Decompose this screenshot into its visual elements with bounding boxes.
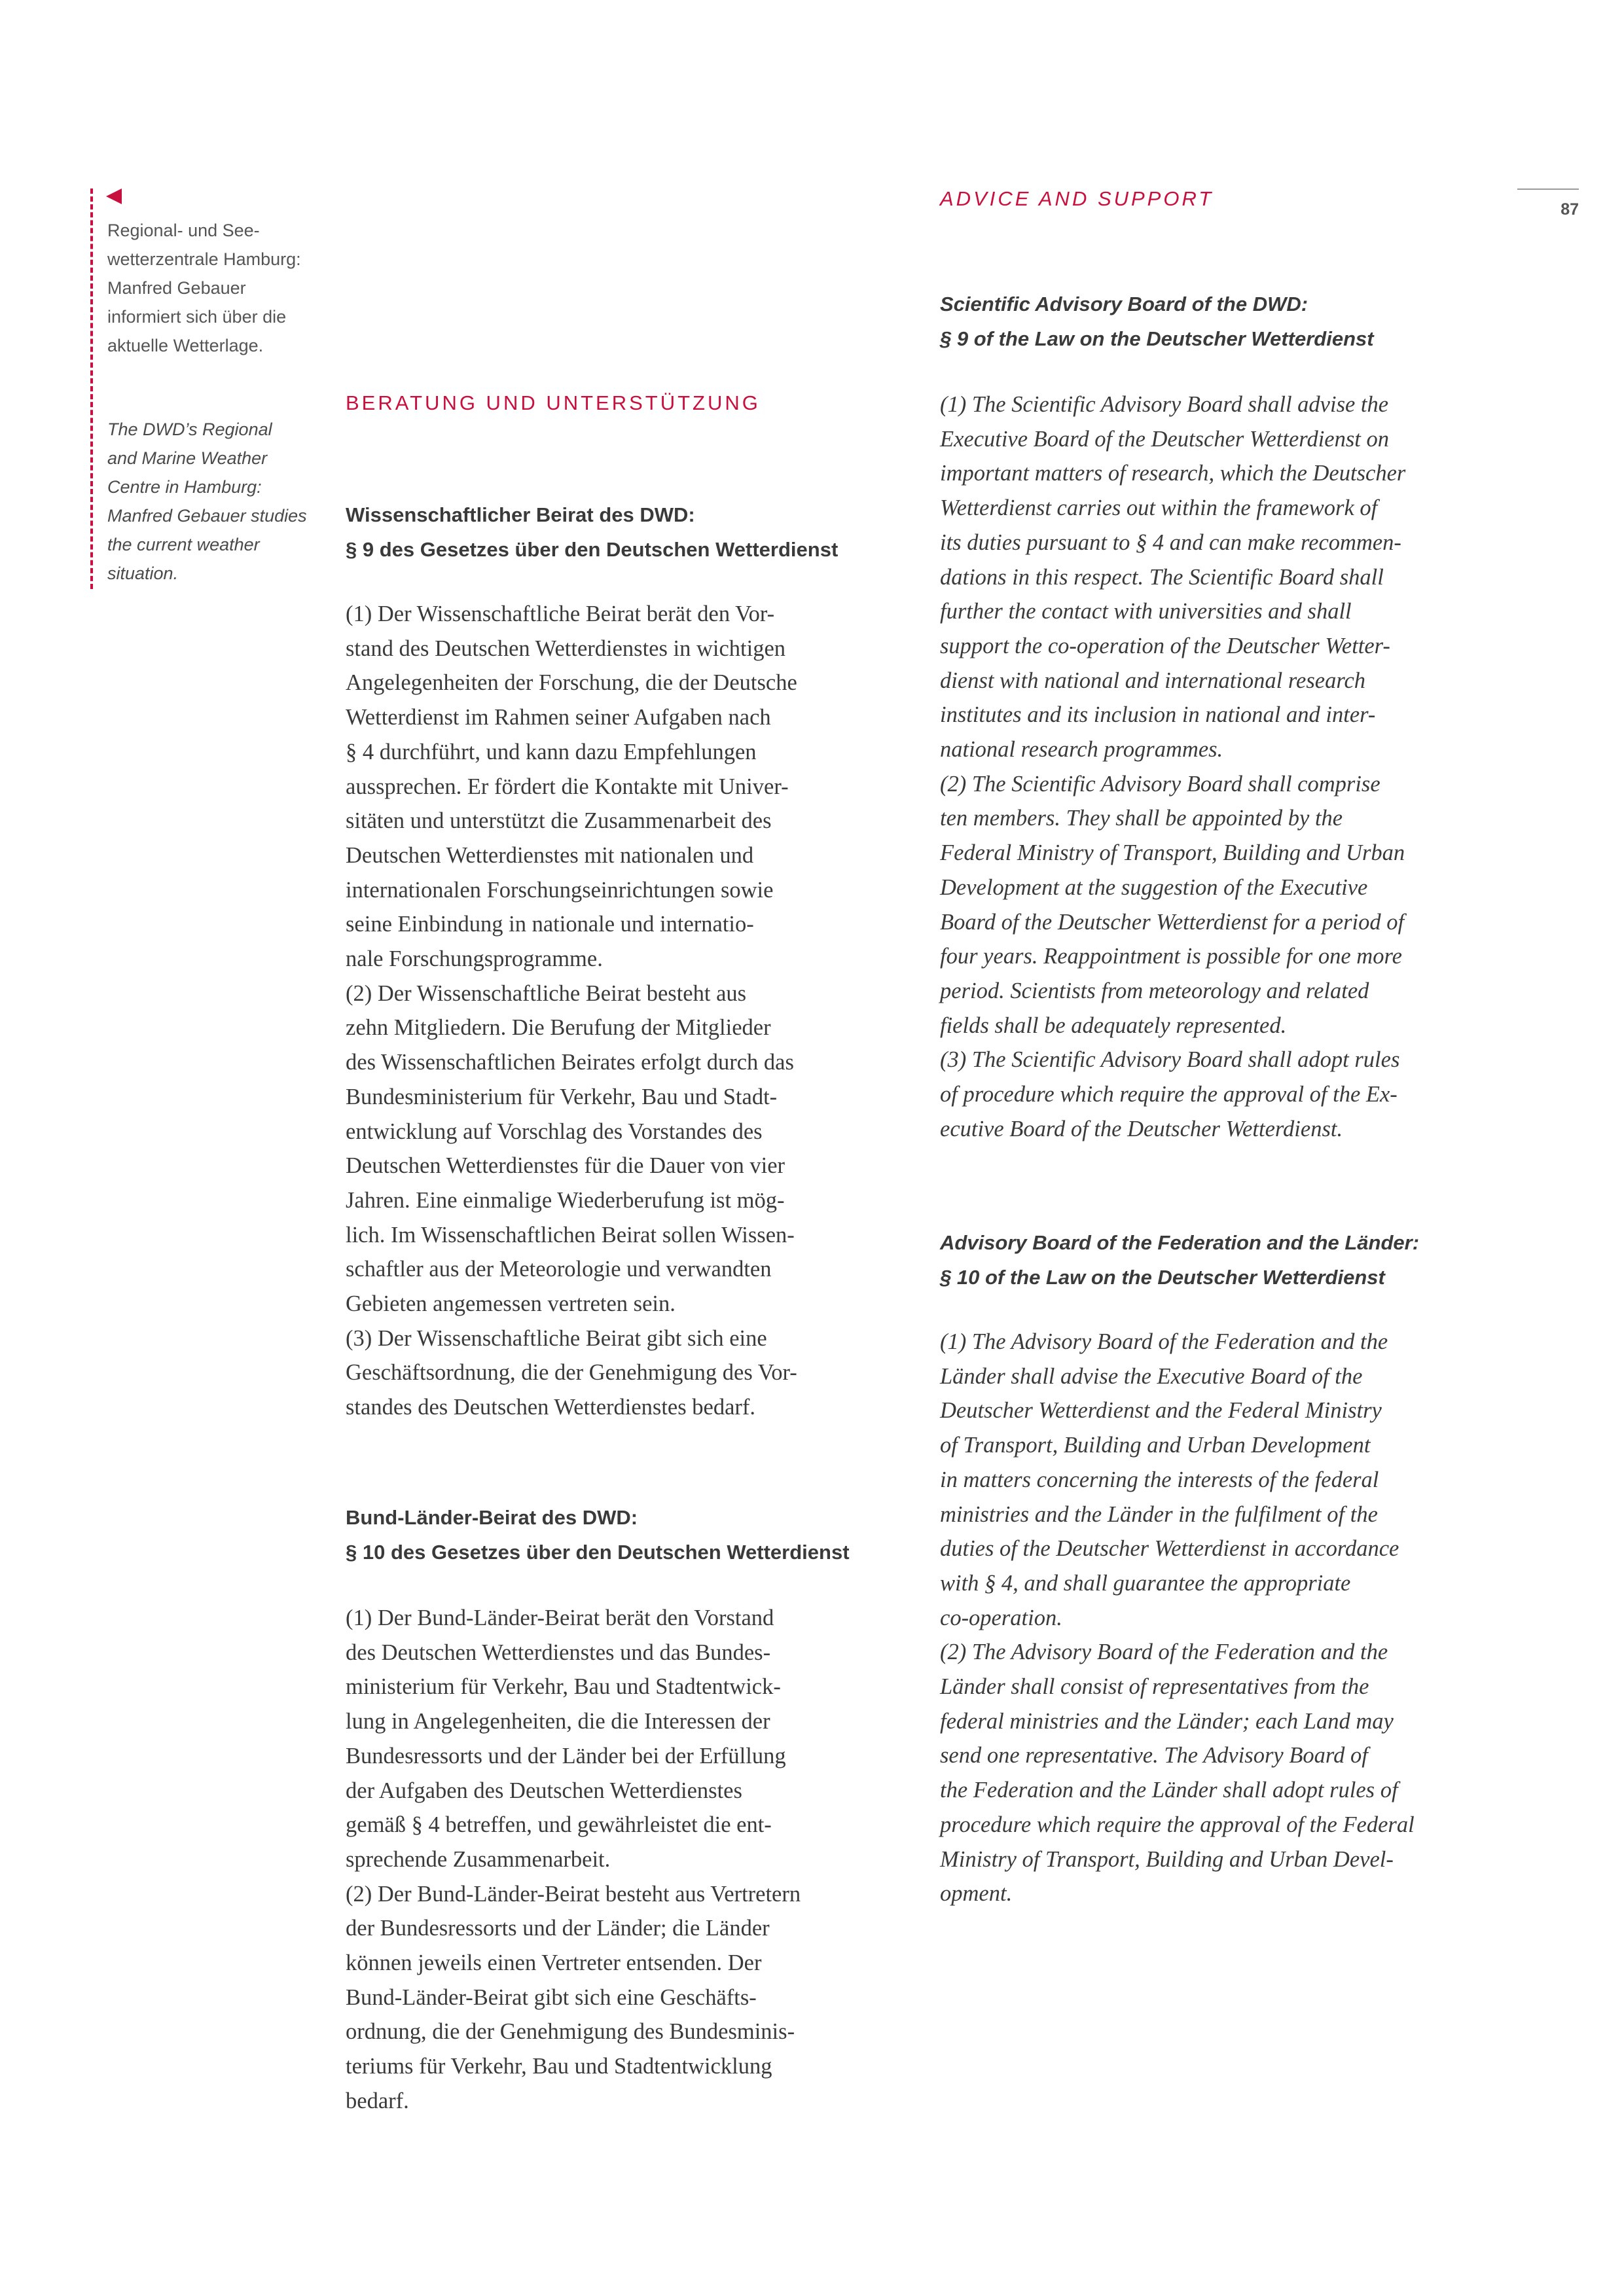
- body-line: Executive Board of the Deutscher Wetterdienst on: [940, 426, 1389, 452]
- body-line: lung in Angelegenheiten, die die Interessen der: [346, 1709, 770, 1734]
- body-line: ten members. They shall be appointed by the: [940, 806, 1343, 831]
- heading-federal-board-german: [346, 1500, 850, 1570]
- body-line: sprechende Zusammenarbeit.: [346, 1846, 611, 1872]
- body-line: nale Forschungsprogramme.: [346, 946, 603, 972]
- caption-line: the current weather: [107, 535, 260, 554]
- body-line: der Bundesressorts und der Länder; die Länder: [346, 1916, 770, 1941]
- body-line: des Wissenschaftlichen Beirates erfolgt durch das: [346, 1050, 794, 1075]
- body-line: (2) Der Wissenschaftliche Beirat besteht aus: [346, 980, 747, 1006]
- body-line: Länder shall advise the Executive Board of the: [940, 1363, 1363, 1389]
- body-line: Angelegenheiten der Forschung, die der Deutsche: [346, 670, 797, 696]
- body-line: ministries and the Länder in the fulfilment of the: [940, 1501, 1378, 1527]
- body-line: sitäten und unterstützt die Zusammenarbeit des: [346, 808, 772, 834]
- body-line: Deutscher Wetterdienst and the Federal Ministry: [940, 1398, 1382, 1424]
- body-line: of Transport, Building and Urban Development: [940, 1433, 1371, 1458]
- body-line: its duties pursuant to § 4 and can make recommen-: [940, 529, 1401, 555]
- body-line: Jahren. Eine einmalige Wiederberufung ist mög-: [346, 1187, 785, 1213]
- body-line: standes des Deutschen Wetterdienstes bedarf.: [346, 1395, 756, 1420]
- body-line: lich. Im Wissenschaftlichen Beirat sollen Wissen-: [346, 1222, 795, 1247]
- body-line: Bundesressorts und der Länder bei der Erfüllung: [346, 1743, 786, 1768]
- caption-line: Regional- und See-: [107, 221, 260, 240]
- body-line: (3) Der Wissenschaftliche Beirat gibt sich eine: [346, 1325, 767, 1351]
- body-line: bedarf.: [346, 2088, 409, 2113]
- body-line: Ministry of Transport, Building and Urban Devel-: [940, 1846, 1394, 1872]
- body-line: Deutschen Wetterdienstes für die Dauer von vier: [346, 1153, 785, 1179]
- body-federal-board-german: [346, 1601, 801, 2119]
- body-line: national research programmes.: [940, 737, 1223, 762]
- page-number-rule: [1517, 188, 1579, 190]
- triangle-left-filled-icon: [106, 188, 122, 204]
- body-line: des Deutschen Wetterdienstes und das Bundes-: [346, 1640, 771, 1665]
- body-line: Wetterdienst carries out within the framework of: [940, 495, 1378, 521]
- heading-scientific-board-english: [940, 287, 1374, 356]
- body-line: with § 4, and shall guarantee the appropriate: [940, 1570, 1351, 1596]
- page-number: 87: [1561, 200, 1579, 219]
- body-line: send one representative. The Advisory Board of: [940, 1743, 1368, 1768]
- caption-line: informiert sich über die: [107, 307, 287, 327]
- body-line: teriums für Verkehr, Bau und Stadtentwicklung: [346, 2054, 772, 2079]
- body-line: Deutschen Wetterdienstes mit nationalen und: [346, 842, 754, 868]
- heading-federal-board-english: [940, 1225, 1419, 1295]
- body-line: der Aufgaben des Deutschen Wetterdienstes: [346, 1778, 742, 1803]
- heading-line: Wissenschaftlicher Beirat des DWD:: [346, 503, 695, 526]
- caption-line: Centre in Hamburg:: [107, 477, 262, 497]
- body-line: Geschäftsordnung, die der Genehmigung des Vor-: [346, 1360, 797, 1386]
- section-title-german: BERATUNG UND UNTERSTÜTZUNG: [346, 391, 761, 414]
- body-line: duties of the Deutscher Wetterdienst in accordance: [940, 1536, 1399, 1562]
- caption-line: aktuelle Wetterlage.: [107, 336, 264, 355]
- body-line: (3) The Scientific Advisory Board shall adopt rules: [940, 1047, 1400, 1073]
- body-line: ecutive Board of the Deutscher Wetterdienst.: [940, 1116, 1343, 1141]
- body-line: schaftler aus der Meteorologie und verwandten: [346, 1257, 772, 1282]
- body-line: § 4 durchführt, und kann dazu Empfehlungen: [346, 739, 757, 764]
- heading-line: Bund-Länder-Beirat des DWD:: [346, 1506, 638, 1529]
- body-line: aussprechen. Er fördert die Kontakte mit Univer-: [346, 774, 789, 799]
- section-title-english: ADVICE AND SUPPORT: [940, 187, 1214, 210]
- body-line: of procedure which require the approval of the Ex-: [940, 1082, 1398, 1107]
- body-line: Länder shall consist of representatives from the: [940, 1674, 1369, 1700]
- heading-line: Advisory Board of the Federation and the Länder:: [940, 1231, 1420, 1254]
- body-line: (1) The Advisory Board of the Federation and the: [940, 1329, 1388, 1354]
- body-line: Gebieten angemessen vertreten sein.: [346, 1291, 676, 1317]
- caption-line: and Marine Weather: [107, 448, 268, 468]
- body-line: zehn Mitgliedern. Die Berufung der Mitglieder: [346, 1015, 771, 1041]
- heading-line: § 9 of the Law on the Deutscher Wetterdienst: [940, 327, 1374, 350]
- heading-line: § 9 des Gesetzes über den Deutschen Wetterdienst: [346, 538, 839, 561]
- body-line: (1) Der Bund-Länder-Beirat berät den Vorstand: [346, 1605, 774, 1630]
- caption-line: wetterzentrale Hamburg:: [107, 249, 301, 269]
- body-line: Bund-Länder-Beirat gibt sich eine Geschäfts-: [346, 1984, 757, 2010]
- body-line: the Federation and the Länder shall adopt rules of: [940, 1778, 1398, 1803]
- body-line: gemäß § 4 betreffen, und gewährleistet die ent-: [346, 1812, 772, 1838]
- body-line: (2) Der Bund-Länder-Beirat besteht aus Vertretern: [346, 1881, 801, 1907]
- caption-dashed-rule: [90, 188, 93, 589]
- body-line: support the co-operation of the Deutscher Wetter-: [940, 633, 1390, 658]
- body-line: Wetterdienst im Rahmen seiner Aufgaben nach: [346, 705, 771, 730]
- body-line: procedure which require the approval of the Federal: [940, 1812, 1415, 1837]
- body-line: stand des Deutschen Wetterdienstes in wichtigen: [346, 636, 786, 661]
- caption-german: [107, 216, 343, 360]
- body-line: institutes and its inclusion in national and inter-: [940, 702, 1376, 728]
- body-line: important matters of research, which the Deutscher: [940, 461, 1406, 486]
- body-scientific-board-german: [346, 597, 797, 1425]
- body-line: können jeweils einen Vertreter entsenden. Der: [346, 1950, 762, 1976]
- body-line: four years. Reappointment is possible for one more: [940, 944, 1402, 969]
- body-line: dations in this respect. The Scientific Board shall: [940, 564, 1384, 590]
- body-line: entwicklung auf Vorschlag des Vorstandes des: [346, 1119, 763, 1144]
- body-line: co-operation.: [940, 1605, 1062, 1630]
- heading-line: § 10 des Gesetzes über den Deutschen Wetterdienst: [346, 1541, 850, 1564]
- body-line: Bundesministerium für Verkehr, Bau und Stadt-: [346, 1084, 778, 1109]
- body-line: in matters concerning the interests of the federal: [940, 1467, 1379, 1492]
- body-line: (1) Der Wissenschaftliche Beirat berät den Vor-: [346, 601, 775, 626]
- body-line: internationalen Forschungseinrichtungen sowie: [346, 877, 774, 903]
- body-line: ministerium für Verkehr, Bau und Stadtentwick-: [346, 1674, 781, 1700]
- body-line: further the contact with universities and shall: [940, 599, 1352, 624]
- body-line: opment.: [940, 1881, 1013, 1907]
- heading-scientific-board-german: [346, 497, 838, 567]
- body-line: seine Einbindung in nationale und internatio-: [346, 912, 754, 937]
- body-scientific-board-english: [940, 387, 1405, 1146]
- caption-line: Manfred Gebauer studies: [107, 506, 307, 526]
- body-federal-board-english: [940, 1325, 1415, 1911]
- body-line: dienst with national and international research: [940, 668, 1366, 693]
- body-line: federal ministries and the Länder; each Land may: [940, 1708, 1394, 1734]
- body-line: Development at the suggestion of the Executive: [940, 874, 1368, 900]
- body-line: Board of the Deutscher Wetterdienst for a period of: [940, 909, 1405, 935]
- heading-line: § 10 of the Law on the Deutscher Wetterdienst: [940, 1266, 1385, 1289]
- body-line: fields shall be adequately represented.: [940, 1013, 1287, 1038]
- caption-english: [107, 415, 343, 588]
- body-line: (2) The Scientific Advisory Board shall comprise: [940, 771, 1380, 797]
- caption-line: situation.: [107, 564, 179, 583]
- caption-line: Manfred Gebauer: [107, 278, 246, 298]
- body-line: (2) The Advisory Board of the Federation and the: [940, 1640, 1388, 1665]
- body-line: ordnung, die der Genehmigung des Bundesminis-: [346, 2019, 795, 2045]
- body-line: Federal Ministry of Transport, Building and Urban: [940, 840, 1405, 866]
- caption-line: The DWD’s Regional: [107, 420, 272, 439]
- heading-line: Scientific Advisory Board of the DWD:: [940, 293, 1308, 315]
- body-line: (1) The Scientific Advisory Board shall advise the: [940, 392, 1389, 417]
- body-line: period. Scientists from meteorology and related: [940, 978, 1369, 1003]
